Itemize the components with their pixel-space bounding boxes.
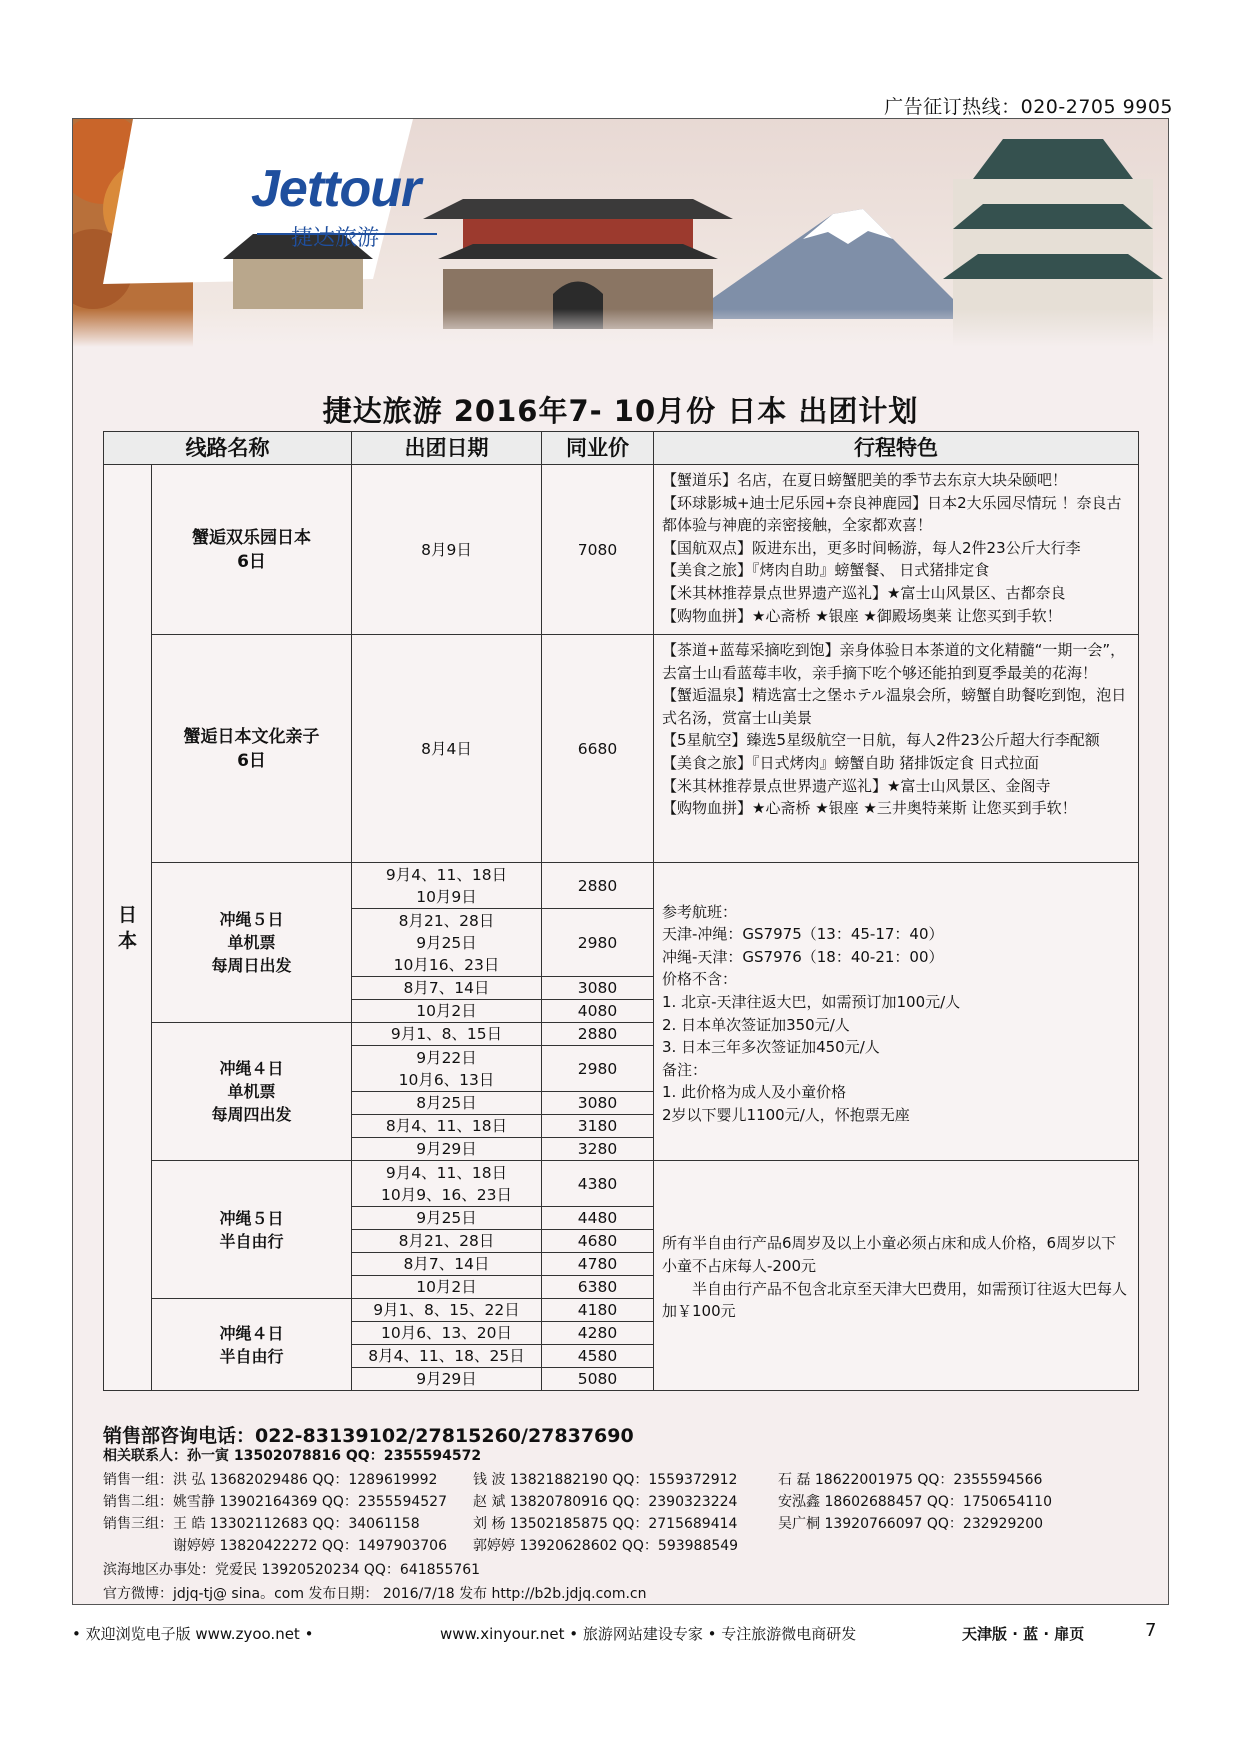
price: 4180 bbox=[542, 1299, 654, 1322]
logo-subtitle: 捷达旅游 bbox=[291, 226, 380, 251]
sales-group-2c: 安泓鑫 18602688457 QQ：1750654110 bbox=[778, 1494, 1052, 1510]
page-title: 捷达旅游 2016年7- 10月份 日本 出团计划 bbox=[322, 394, 919, 428]
feature-line: 【5星航空】臻选5星级航空一日航，每人2件23公斤超大行李配额 bbox=[662, 731, 1100, 750]
price: 6380 bbox=[542, 1276, 654, 1299]
logo-brand: Jettour bbox=[251, 160, 421, 218]
note-line: 所有半自由行产品6周岁及以上小童必须占床和成人价格，6周岁以下小童不占床每人-200元 bbox=[662, 1234, 1117, 1275]
note-line: 天津-冲绳：GS7975（13：45-17：40） bbox=[662, 925, 944, 944]
note-line: 备注： bbox=[662, 1060, 708, 1079]
note-line: 1. 此价格为成人及小童价格 bbox=[662, 1083, 847, 1102]
route-name: 蟹逅日本文化亲子 6日 bbox=[152, 635, 352, 863]
route-name: 冲绳４日 单机票 每周四出发 bbox=[152, 1023, 352, 1161]
country-cell: 日本 bbox=[104, 465, 152, 1391]
departure-date: 8月4日 bbox=[352, 635, 542, 863]
sales-group-1c: 石 磊 18622001975 QQ：2355594566 bbox=[778, 1472, 1043, 1488]
price: 4280 bbox=[542, 1322, 654, 1345]
footer-ebook-link[interactable]: • 欢迎浏览电子版 www.zyoo.net • bbox=[72, 1625, 314, 1643]
departure-date: 9月25日 bbox=[352, 1207, 542, 1230]
feature-line: 【美食之旅】『日式烤肉』螃蟹自助 猪排饭定食 日式拉面 bbox=[662, 753, 1040, 772]
feature-line: 【蟹道乐】名店，在夏日螃蟹肥美的季节去东京大块朵颐吧！ bbox=[662, 471, 1068, 489]
sales-group-3: 销售三组：王 皓 13302112683 QQ：34061158 bbox=[103, 1516, 420, 1532]
price: 3080 bbox=[542, 977, 654, 1000]
flyer-panel bbox=[72, 118, 1169, 1605]
note-line: 参考航班： bbox=[662, 902, 738, 921]
feature-line: 【米其林推荐景点世界遗产巡礼】★富士山风景区、古都奈良 bbox=[662, 583, 1066, 602]
departure-date: 9月4、11、18日 10月9日 bbox=[352, 863, 542, 909]
header-features: 行程特色 bbox=[654, 432, 1139, 465]
sales-group-1: 销售一组：洪 弘 13682029486 QQ：1289619992 bbox=[103, 1472, 438, 1488]
departure-date: 9月22日 10月6、13日 bbox=[352, 1046, 542, 1092]
price: 4080 bbox=[542, 1000, 654, 1023]
sales-group-1b: 钱 波 13821882190 QQ：1559372912 bbox=[473, 1472, 738, 1488]
note-line: 2岁以下婴儿1100元/人，怀抱票无座 bbox=[662, 1105, 910, 1124]
price: 3080 bbox=[542, 1092, 654, 1115]
semi-notes-cell bbox=[654, 1161, 1139, 1391]
price: 4780 bbox=[542, 1253, 654, 1276]
feature-line: 【茶道+蓝莓采摘吃到饱】亲身体验日本茶道的文化精髓“一期一会”，去富士山看蓝莓丰收，亲手摘下吃个够还能拍到夏季最美的花海！ bbox=[662, 641, 1126, 682]
price: 6680 bbox=[542, 635, 654, 863]
price: 2980 bbox=[542, 1046, 654, 1092]
price: 2880 bbox=[542, 863, 654, 909]
header-route: 线路名称 bbox=[104, 432, 352, 465]
price: 4480 bbox=[542, 1207, 654, 1230]
price: 3280 bbox=[542, 1138, 654, 1161]
departure-date: 8月4、11、18日 bbox=[352, 1115, 542, 1138]
departure-date: 8月25日 bbox=[352, 1092, 542, 1115]
departure-date: 9月1、8、15、22日 bbox=[352, 1299, 542, 1322]
feature-line: 【蟹逅温泉】精选富士之堡ホテル温泉会所，螃蟹自助餐吃到饱，泡日式名汤，赏富士山美景 bbox=[662, 686, 1127, 727]
price: 4680 bbox=[542, 1230, 654, 1253]
features-cell bbox=[654, 635, 1139, 863]
price: 4380 bbox=[542, 1161, 654, 1207]
contact-person: 相关联系人：孙一寅 13502078816 QQ：2355594572 bbox=[103, 1448, 482, 1464]
banner-image bbox=[73, 119, 1168, 347]
price: 7080 bbox=[542, 465, 654, 635]
note-line: 1. 北京-天津往返大巴，如需预订加100元/人 bbox=[662, 992, 961, 1011]
departure-date: 8月7、14日 bbox=[352, 1253, 542, 1276]
feature-line: 【购物血拼】★心斋桥 ★银座 ★三井奥特莱斯 让您买到手软！ bbox=[662, 799, 1077, 818]
price: 5080 bbox=[542, 1368, 654, 1391]
price: 4580 bbox=[542, 1345, 654, 1368]
sales-group-3-extra-b: 郭婷婷 13920628602 QQ：593988549 bbox=[473, 1538, 739, 1554]
flight-notes-cell bbox=[654, 863, 1139, 1161]
tour-schedule-table bbox=[103, 431, 1139, 1391]
departure-date: 10月2日 bbox=[352, 1000, 542, 1023]
departure-date: 9月1、8、15日 bbox=[352, 1023, 542, 1046]
route-name: 冲绳５日 单机票 每周日出发 bbox=[152, 863, 352, 1023]
note-line: 2. 日本单次签证加350元/人 bbox=[662, 1015, 850, 1034]
sales-group-2b: 赵 斌 13820780916 QQ：2390323224 bbox=[473, 1494, 738, 1510]
feature-line: 【购物血拼】★心斋桥 ★银座 ★御殿场奥莱 让您买到手软！ bbox=[662, 606, 1062, 625]
route-name: 冲绳４日 半自由行 bbox=[152, 1299, 352, 1391]
features-cell bbox=[654, 465, 1139, 635]
route-name: 蟹逅双乐园日本 6日 bbox=[152, 465, 352, 635]
route-name: 冲绳５日 半自由行 bbox=[152, 1161, 352, 1299]
note-line: 冲绳-天津：GS7976（18：40-21：00） bbox=[662, 947, 944, 966]
sales-group-3-extra: 谢婷婷 13820422272 QQ：1497903706 bbox=[103, 1538, 447, 1554]
footer-site[interactable]: www.xinyour.net • 旅游网站建设专家 • 专注旅游微电商研发 bbox=[440, 1625, 857, 1643]
feature-line: 【美食之旅】『烤肉自助』螃蟹餐、 日式猪排定食 bbox=[662, 561, 990, 580]
ad-hotline: 广告征订热线：020-2705 9905 bbox=[884, 96, 1173, 118]
sales-group-3b: 刘 杨 13502185875 QQ：2715689414 bbox=[473, 1516, 738, 1532]
departure-date: 10月2日 bbox=[352, 1276, 542, 1299]
departure-date: 8月4、11、18、25日 bbox=[352, 1345, 542, 1368]
departure-date: 8月9日 bbox=[352, 465, 542, 635]
price: 2980 bbox=[542, 909, 654, 977]
header-date: 出团日期 bbox=[352, 432, 542, 465]
departure-date: 8月21、28日 9月25日 10月16、23日 bbox=[352, 909, 542, 977]
departure-date: 9月4、11、18日 10月9、16、23日 bbox=[352, 1161, 542, 1207]
binhai-office: 滨海地区办事处：党爱民 13920520234 QQ：641855761 bbox=[103, 1562, 481, 1578]
departure-date: 8月21、28日 bbox=[352, 1230, 542, 1253]
departure-date: 9月29日 bbox=[352, 1368, 542, 1391]
header-price: 同业价 bbox=[542, 432, 654, 465]
feature-line: 【环球影城+迪士尼乐园+奈良神鹿园】日本2大乐园尽情玩 ！奈良古都体验与神鹿的亲密接触，全家都欢喜！ bbox=[662, 493, 1122, 535]
page-number: 7 bbox=[1145, 1620, 1157, 1641]
note-line: 3. 日本三年多次签证加450元/人 bbox=[662, 1038, 880, 1057]
official-weibo: 官方微博：jdjq-tj@ sina。com 发布日期： 2016/7/18 发布 http://b2b.jdjq.com.cn bbox=[103, 1586, 647, 1602]
price: 3180 bbox=[542, 1115, 654, 1138]
departure-date: 8月7、14日 bbox=[352, 977, 542, 1000]
departure-date: 10月6、13、20日 bbox=[352, 1322, 542, 1345]
sales-group-2: 销售二组：姚雪静 13902164369 QQ：2355594527 bbox=[103, 1494, 447, 1510]
feature-line: 【米其林推荐景点世界遗产巡礼】★富士山风景区、金阁寺 bbox=[662, 776, 1051, 795]
sales-phone: 销售部咨询电话：022-83139102/27815260/27837690 bbox=[103, 1425, 634, 1447]
note-line: 半自由行产品不包含北京至天津大巴费用，如需预订往返大巴每人加￥100元 bbox=[662, 1279, 1128, 1321]
jettour-logo bbox=[181, 139, 431, 279]
price: 2880 bbox=[542, 1023, 654, 1046]
sales-group-3c: 吴广桐 13920766097 QQ：232929200 bbox=[778, 1516, 1044, 1532]
departure-date: 9月29日 bbox=[352, 1138, 542, 1161]
feature-line: 【国航双点】阪进东出，更多时间畅游，每人2件23公斤大行李 bbox=[662, 538, 1081, 557]
footer-edition: 天津版 · 蓝 · 扉页 bbox=[962, 1625, 1085, 1643]
note-line: 价格不含： bbox=[662, 970, 738, 989]
